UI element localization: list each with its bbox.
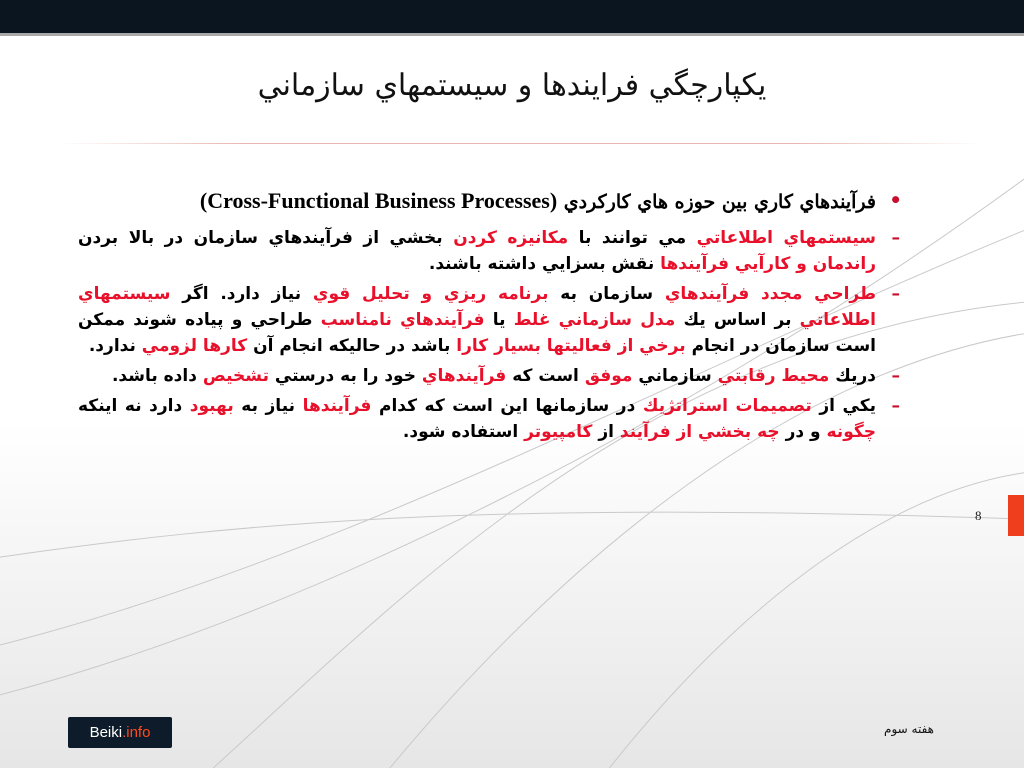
sub-bullet-item xyxy=(78,363,908,389)
highlighted-term: طراحي مجدد فرآيندهاي xyxy=(664,284,876,304)
highlighted-term: چه بخشي از فرآيند xyxy=(619,422,780,442)
highlighted-term: كارها لزومي xyxy=(141,336,248,356)
accent-bar xyxy=(1008,495,1024,536)
sub-bullet-text: در سازمانها اين است كه كدام xyxy=(371,396,643,416)
logo-text xyxy=(68,717,172,748)
slide-title: يكپارچگي فرايندها و سيستمهاي سازماني xyxy=(257,68,767,103)
highlighted-term: سيستمهاي اطلاعاتي xyxy=(696,228,876,248)
logo-main: Beiki xyxy=(89,724,123,741)
sub-bullet-text: طراحي و پياده شوند ممكن است سازمان در انجام xyxy=(78,310,876,356)
sub-bullet-item xyxy=(78,225,908,277)
highlighted-term: سيستمهاي اطلاعاتي xyxy=(78,284,876,330)
highlighted-term: چگونه xyxy=(826,422,876,442)
top-header-divider xyxy=(0,33,1024,36)
highlighted-term: تشخيص xyxy=(202,366,269,386)
sub-bullet-text: سازماني xyxy=(632,366,718,386)
sub-bullet-text: دريك xyxy=(829,366,876,386)
slide-number: 8 xyxy=(975,508,982,523)
dash-bullet-icon: – xyxy=(891,284,900,304)
title-divider xyxy=(60,143,980,144)
sub-bullet-item xyxy=(78,393,908,445)
beiki-logo xyxy=(68,717,172,748)
highlighted-term: مدل سازماني غلط xyxy=(513,310,676,330)
highlighted-term: كامپيوتر xyxy=(524,422,593,442)
highlighted-term: مكانيزه كردن xyxy=(453,228,569,248)
sub-bullet-item xyxy=(78,281,908,359)
highlighted-term: فرآيندها xyxy=(302,396,372,416)
highlighted-term: فرآيندهاي نامناسب xyxy=(320,310,485,330)
sub-bullet-text: باشد در حاليكه انجام آن xyxy=(247,336,457,356)
slide-body xyxy=(78,186,908,449)
top-header-bar xyxy=(0,0,1024,33)
sub-bullet-text: بر اساس يك xyxy=(675,310,800,330)
main-bullet-text-en: (Cross-Functional Business Processes) xyxy=(199,188,558,213)
sub-bullet-text: داده باشد. xyxy=(111,366,203,386)
sub-bullet-text: سازمان به xyxy=(548,284,665,304)
highlighted-term: برنامه ريزي و تحليل قوي xyxy=(312,284,549,304)
highlighted-term: محيط رقابتي xyxy=(717,366,830,386)
sub-bullet-list xyxy=(78,225,908,445)
sub-bullet-text: نياز به xyxy=(233,396,303,416)
highlighted-term: فرآيندهاي xyxy=(421,366,507,386)
sub-bullet-text: بخشي از فرآيندهاي سازمان در بالا بردن xyxy=(78,228,454,248)
dash-bullet-icon: – xyxy=(891,396,900,416)
sub-bullet-text: ندارد. xyxy=(88,336,142,356)
dash-bullet-icon: – xyxy=(891,228,900,248)
footer-week-label: هفته سوم xyxy=(884,722,934,736)
sub-bullet-text: دارد نه اينكه xyxy=(78,396,190,416)
main-bullet-en-term: Cross-Functional Business Processes xyxy=(207,188,550,213)
sub-bullet-text: نياز دارد. اگر xyxy=(170,284,313,304)
logo-accent: .info xyxy=(122,724,151,741)
sub-bullet-text: است كه xyxy=(506,366,585,386)
sub-bullet-text: استفاده شود. xyxy=(402,422,525,442)
highlighted-term: موفق xyxy=(584,366,633,386)
main-bullet-text-fa: فرآيندهاي كاري بين حوزه هاي كاركردي xyxy=(563,191,876,213)
main-bullet xyxy=(78,186,908,217)
highlighted-term: تصميمات استراتژيك xyxy=(642,396,812,416)
dash-bullet-icon: – xyxy=(891,366,900,386)
highlighted-term: برخي از فعاليتها بسيار كارا xyxy=(456,336,686,356)
sub-bullet-text: از xyxy=(592,422,620,442)
sub-bullet-text: خود را به درستي xyxy=(268,366,422,386)
sub-bullet-text: مي توانند با xyxy=(568,228,697,248)
highlighted-term: بهبود xyxy=(189,396,234,416)
bullet-dot-icon: • xyxy=(889,188,902,212)
sub-bullet-text: يا xyxy=(484,310,514,330)
sub-bullet-text: نقش بسزايي داشته باشند. xyxy=(428,254,661,274)
highlighted-term: راندمان و كارآيي فرآيندها xyxy=(660,254,876,274)
sub-bullet-text: و در xyxy=(779,422,827,442)
sub-bullet-text: يكي از xyxy=(811,396,877,416)
